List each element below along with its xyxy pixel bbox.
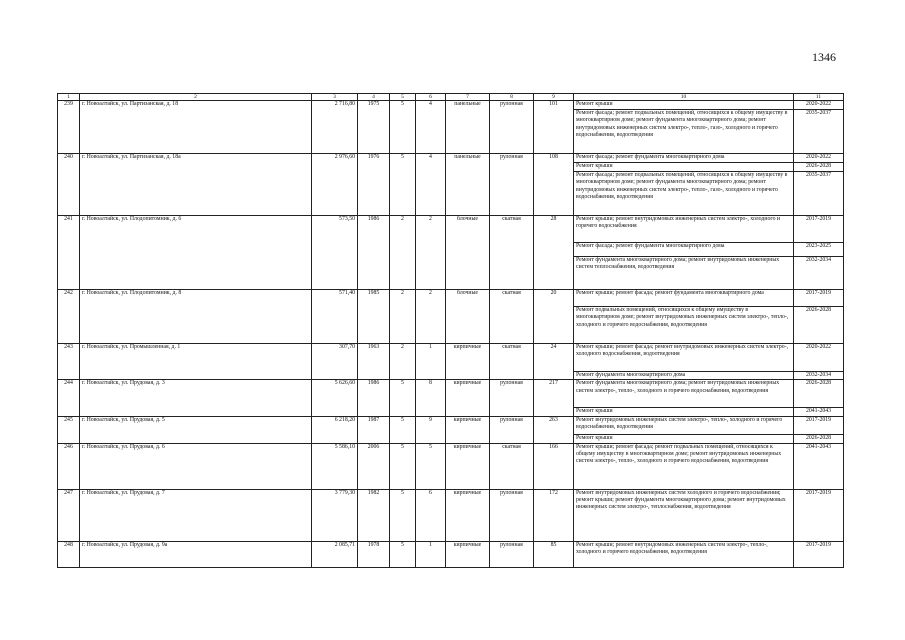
work-row bbox=[58, 307, 844, 344]
record-number: 248 bbox=[58, 541, 80, 567]
work-row bbox=[58, 434, 844, 443]
work-description: Ремонт крыши bbox=[574, 434, 794, 443]
record-number: 244 bbox=[58, 380, 80, 408]
floors-cell bbox=[390, 408, 416, 416]
residents-cell: 28 bbox=[534, 216, 574, 243]
work-description: Ремонт крыши; ремонт внутридомовых инженерных систем электро-, тепло-, холодного и горячего водоснабжения, водоотведения bbox=[574, 541, 794, 567]
walls-cell: панельные bbox=[446, 154, 490, 163]
year-cell bbox=[358, 307, 390, 344]
work-description: Ремонт фундамента многоквартирного дома; ремонт внутридомовых инженерных систем электро-, тепло-, холодного и горячего водоснабжения, водоотведения bbox=[574, 380, 794, 408]
work-period: 2032-2034 bbox=[794, 257, 844, 290]
floors-cell bbox=[390, 163, 416, 172]
address-cell: г. Новоалтайск, ул. Прудовая, д. 9а bbox=[80, 541, 312, 567]
residents-cell bbox=[534, 408, 574, 416]
residents-cell bbox=[534, 243, 574, 257]
floors-cell: 2 bbox=[390, 216, 416, 243]
roof-cell: скатная bbox=[490, 344, 534, 372]
residents-cell bbox=[534, 172, 574, 216]
roof-cell: рулонная bbox=[490, 541, 534, 567]
record-row bbox=[58, 541, 844, 567]
area-cell: 2 976,60 bbox=[312, 154, 358, 163]
address-cell bbox=[80, 110, 312, 154]
work-period: 2017-2019 bbox=[794, 541, 844, 567]
area-cell bbox=[312, 110, 358, 154]
roof-cell: скатная bbox=[490, 216, 534, 243]
record-number bbox=[58, 434, 80, 443]
residents-cell: 85 bbox=[534, 541, 574, 567]
record-row bbox=[58, 443, 844, 489]
floors-cell: 5 bbox=[390, 416, 416, 434]
residents-cell bbox=[534, 163, 574, 172]
roof-cell: рулонная bbox=[490, 489, 534, 541]
entrances-cell: 2 bbox=[416, 216, 446, 243]
record-number bbox=[58, 408, 80, 416]
address-cell: г. Новоалтайск, ул. Плодопитомник, д. 6 bbox=[80, 216, 312, 243]
walls-cell bbox=[446, 110, 490, 154]
work-period: 2041-2043 bbox=[794, 408, 844, 416]
address-cell bbox=[80, 163, 312, 172]
residents-cell: 172 bbox=[534, 489, 574, 541]
floors-cell: 5 bbox=[390, 541, 416, 567]
record-row bbox=[58, 101, 844, 110]
walls-cell: панельные bbox=[446, 101, 490, 110]
record-row bbox=[58, 489, 844, 541]
work-description: Ремонт фундамента многоквартирного дома bbox=[574, 372, 794, 380]
work-period: 2020-2022 bbox=[794, 101, 844, 110]
year-cell bbox=[358, 110, 390, 154]
year-cell bbox=[358, 434, 390, 443]
address-cell bbox=[80, 307, 312, 344]
address-cell: г. Новоалтайск, ул. Прудовая, д. 5 bbox=[80, 416, 312, 434]
year-cell bbox=[358, 243, 390, 257]
work-description: Ремонт крыши; ремонт внутридомовых инженерных систем электро-, холодного и горячего водоснабжения bbox=[574, 216, 794, 243]
residents-cell: 217 bbox=[534, 380, 574, 408]
area-cell bbox=[312, 243, 358, 257]
year-cell bbox=[358, 257, 390, 290]
area-cell: 571,40 bbox=[312, 290, 358, 307]
work-period: 2017-2019 bbox=[794, 290, 844, 307]
walls-cell: кирпичные bbox=[446, 380, 490, 408]
residents-cell: 108 bbox=[534, 154, 574, 163]
register-table bbox=[57, 93, 844, 568]
walls-cell bbox=[446, 243, 490, 257]
roof-cell bbox=[490, 257, 534, 290]
year-cell: 1978 bbox=[358, 541, 390, 567]
record-number bbox=[58, 243, 80, 257]
residents-cell bbox=[534, 257, 574, 290]
residents-cell bbox=[534, 307, 574, 344]
roof-cell bbox=[490, 372, 534, 380]
address-cell: г. Новоалтайск, ул. Плодопитомник, д. 8 bbox=[80, 290, 312, 307]
floors-cell: 5 bbox=[390, 154, 416, 163]
address-cell: г. Новоалтайск, ул. Промышленная, д. 1 bbox=[80, 344, 312, 372]
residents-cell bbox=[534, 372, 574, 380]
column-number: 10 bbox=[574, 94, 794, 101]
walls-cell bbox=[446, 372, 490, 380]
work-description: Ремонт фундамента многоквартирного дома; ремонт внутридомовых инженерных систем теплоснабжения, водоотведения bbox=[574, 257, 794, 290]
residents-cell: 20 bbox=[534, 290, 574, 307]
address-cell bbox=[80, 243, 312, 257]
page-number: 1346 bbox=[812, 50, 836, 64]
entrances-cell: 5 bbox=[416, 443, 446, 489]
record-number: 242 bbox=[58, 290, 80, 307]
work-period: 2026-2028 bbox=[794, 163, 844, 172]
record-row bbox=[58, 290, 844, 307]
floors-cell bbox=[390, 172, 416, 216]
walls-cell bbox=[446, 408, 490, 416]
work-period: 2017-2019 bbox=[794, 416, 844, 434]
work-period: 2035-2037 bbox=[794, 172, 844, 216]
roof-cell: рулонная bbox=[490, 101, 534, 110]
work-row bbox=[58, 110, 844, 154]
walls-cell bbox=[446, 307, 490, 344]
work-period: 2020-2022 bbox=[794, 154, 844, 163]
area-cell bbox=[312, 408, 358, 416]
walls-cell: кирпичные bbox=[446, 489, 490, 541]
roof-cell bbox=[490, 434, 534, 443]
work-period: 2017-2019 bbox=[794, 489, 844, 541]
work-description: Ремонт фасада; ремонт фундамента многоквартирного дома bbox=[574, 243, 794, 257]
roof-cell bbox=[490, 163, 534, 172]
address-cell: г. Новоалтайск, ул. Прудовая, д. 6 bbox=[80, 443, 312, 489]
work-description: Ремонт крыши bbox=[574, 163, 794, 172]
roof-cell: рулонная bbox=[490, 380, 534, 408]
walls-cell bbox=[446, 163, 490, 172]
roof-cell bbox=[490, 307, 534, 344]
record-number bbox=[58, 163, 80, 172]
floors-cell: 2 bbox=[390, 290, 416, 307]
record-row bbox=[58, 416, 844, 434]
roof-cell bbox=[490, 408, 534, 416]
work-period: 2035-2037 bbox=[794, 110, 844, 154]
entrances-cell: 6 bbox=[416, 489, 446, 541]
residents-cell: 24 bbox=[534, 344, 574, 372]
record-row bbox=[58, 154, 844, 163]
work-row bbox=[58, 172, 844, 216]
column-number-row bbox=[58, 94, 844, 101]
walls-cell bbox=[446, 172, 490, 216]
work-period: 2026-2028 bbox=[794, 380, 844, 408]
floors-cell: 5 bbox=[390, 101, 416, 110]
entrances-cell: 9 bbox=[416, 416, 446, 434]
address-cell: г. Новоалтайск, ул. Партизанская, д. 18 bbox=[80, 101, 312, 110]
year-cell: 2006 bbox=[358, 443, 390, 489]
entrances-cell bbox=[416, 307, 446, 344]
area-cell bbox=[312, 372, 358, 380]
roof-cell: рулонная bbox=[490, 154, 534, 163]
year-cell: 1986 bbox=[358, 380, 390, 408]
floors-cell: 5 bbox=[390, 443, 416, 489]
work-description: Ремонт крыши bbox=[574, 101, 794, 110]
work-period: 2026-2028 bbox=[794, 307, 844, 344]
floors-cell: 5 bbox=[390, 489, 416, 541]
area-cell: 307,70 bbox=[312, 344, 358, 372]
record-row bbox=[58, 380, 844, 408]
area-cell: 5 626,60 bbox=[312, 380, 358, 408]
entrances-cell: 4 bbox=[416, 154, 446, 163]
entrances-cell bbox=[416, 434, 446, 443]
area-cell: 6 218,20 bbox=[312, 416, 358, 434]
walls-cell bbox=[446, 434, 490, 443]
work-description: Ремонт крыши; ремонт фасада; ремонт подвальных помещений, относящихся к общему имуществу в многоквартирном доме; ремонт внутридомовых инженерных систем электро-, тепло-, холодного и горячего водоснабжения, водоотведения bbox=[574, 443, 794, 489]
work-description: Ремонт внутридомовых инженерных систем холодного и горячего водоснабжения; ремонт крыши; ремонт фундамента многоквартирного дома; ремонт внутридомовых инженерных систем электро-, теплоснабжения, водоотведения bbox=[574, 489, 794, 541]
record-number: 246 bbox=[58, 443, 80, 489]
roof-cell bbox=[490, 110, 534, 154]
year-cell: 1986 bbox=[358, 216, 390, 243]
roof-cell: рулонная bbox=[490, 416, 534, 434]
work-description: Ремонт крыши; ремонт фасада; ремонт фундамента многоквартирного дома bbox=[574, 290, 794, 307]
column-number: 3 bbox=[312, 94, 358, 101]
work-period: 2017-2019 bbox=[794, 216, 844, 243]
record-number: 243 bbox=[58, 344, 80, 372]
work-description: Ремонт крыши bbox=[574, 408, 794, 416]
entrances-cell bbox=[416, 110, 446, 154]
area-cell: 573,50 bbox=[312, 216, 358, 243]
entrances-cell: 2 bbox=[416, 290, 446, 307]
record-number bbox=[58, 172, 80, 216]
column-number: 9 bbox=[534, 94, 574, 101]
work-row bbox=[58, 408, 844, 416]
area-cell bbox=[312, 163, 358, 172]
work-period: 2041-2043 bbox=[794, 443, 844, 489]
walls-cell: кирпичные bbox=[446, 443, 490, 489]
area-cell: 5 586,10 bbox=[312, 443, 358, 489]
roof-cell: скатная bbox=[490, 443, 534, 489]
column-number: 4 bbox=[358, 94, 390, 101]
record-number: 240 bbox=[58, 154, 80, 163]
floors-cell bbox=[390, 372, 416, 380]
year-cell bbox=[358, 372, 390, 380]
year-cell bbox=[358, 163, 390, 172]
area-cell bbox=[312, 257, 358, 290]
address-cell: г. Новоалтайск, ул. Прудовая, д. 3 bbox=[80, 380, 312, 408]
year-cell: 1976 bbox=[358, 154, 390, 163]
year-cell: 1975 bbox=[358, 101, 390, 110]
floors-cell bbox=[390, 110, 416, 154]
work-period: 2026-2028 bbox=[794, 434, 844, 443]
area-cell bbox=[312, 434, 358, 443]
column-number: 11 bbox=[794, 94, 844, 101]
roof-cell bbox=[490, 243, 534, 257]
work-description: Ремонт подвальных помещений, относящихся к общему имуществу в многоквартирном доме; ремонт внутридомовых инженерных систем электро-, тепло-, холодного и горячего водоснабжения, водоотведения bbox=[574, 307, 794, 344]
year-cell: 1963 bbox=[358, 344, 390, 372]
work-row bbox=[58, 243, 844, 257]
walls-cell: кирпичные bbox=[446, 541, 490, 567]
work-period: 2020-2022 bbox=[794, 344, 844, 372]
work-row bbox=[58, 257, 844, 290]
address-cell bbox=[80, 434, 312, 443]
walls-cell: блочные bbox=[446, 216, 490, 243]
floors-cell bbox=[390, 243, 416, 257]
work-row bbox=[58, 163, 844, 172]
column-number: 1 bbox=[58, 94, 80, 101]
entrances-cell: 8 bbox=[416, 380, 446, 408]
record-number: 245 bbox=[58, 416, 80, 434]
record-number bbox=[58, 307, 80, 344]
record-number: 247 bbox=[58, 489, 80, 541]
area-cell: 2 716,80 bbox=[312, 101, 358, 110]
entrances-cell bbox=[416, 172, 446, 216]
walls-cell: кирпичные bbox=[446, 416, 490, 434]
record-number bbox=[58, 110, 80, 154]
work-description: Ремонт крыши; ремонт фасада; ремонт внутридомовых инженерных систем электро-, холодного водоснабжения, водоотведения bbox=[574, 344, 794, 372]
address-cell bbox=[80, 408, 312, 416]
entrances-cell bbox=[416, 243, 446, 257]
floors-cell: 2 bbox=[390, 344, 416, 372]
record-number bbox=[58, 257, 80, 290]
residents-cell: 263 bbox=[534, 416, 574, 434]
address-cell: г. Новоалтайск, ул. Партизанская, д. 18а bbox=[80, 154, 312, 163]
area-cell bbox=[312, 307, 358, 344]
walls-cell: кирпичные bbox=[446, 344, 490, 372]
roof-cell: скатная bbox=[490, 290, 534, 307]
entrances-cell bbox=[416, 163, 446, 172]
record-number bbox=[58, 372, 80, 380]
entrances-cell: 4 bbox=[416, 101, 446, 110]
entrances-cell: 1 bbox=[416, 344, 446, 372]
year-cell: 1985 bbox=[358, 290, 390, 307]
work-description: Ремонт фасада; ремонт подвальных помещений, относящихся к общему имуществу в многоквартирном доме; ремонт фундамента многоквартирного дома; ремонт внутридомовых инженерных систем электро-, тепло-, газо-, холодного и горячего водоснабжения, водоотведения bbox=[574, 110, 794, 154]
floors-cell bbox=[390, 307, 416, 344]
residents-cell: 166 bbox=[534, 443, 574, 489]
floors-cell: 5 bbox=[390, 380, 416, 408]
walls-cell bbox=[446, 257, 490, 290]
column-number: 7 bbox=[446, 94, 490, 101]
entrances-cell bbox=[416, 257, 446, 290]
entrances-cell bbox=[416, 408, 446, 416]
record-number: 239 bbox=[58, 101, 80, 110]
record-row bbox=[58, 344, 844, 372]
roof-cell bbox=[490, 172, 534, 216]
column-number: 6 bbox=[416, 94, 446, 101]
year-cell bbox=[358, 172, 390, 216]
column-number: 8 bbox=[490, 94, 534, 101]
work-row bbox=[58, 372, 844, 380]
work-period: 2023-2025 bbox=[794, 243, 844, 257]
area-cell: 2 085,71 bbox=[312, 541, 358, 567]
address-cell bbox=[80, 372, 312, 380]
address-cell bbox=[80, 172, 312, 216]
address-cell bbox=[80, 257, 312, 290]
record-number: 241 bbox=[58, 216, 80, 243]
record-row bbox=[58, 216, 844, 243]
work-period: 2032-2034 bbox=[794, 372, 844, 380]
work-description: Ремонт фасада; ремонт фундамента многоквартирного дома bbox=[574, 154, 794, 163]
entrances-cell: 1 bbox=[416, 541, 446, 567]
work-description: Ремонт фасада; ремонт подвальных помещений, относящихся к общему имуществу в многоквартирном доме; ремонт фундамента многоквартирного дома; ремонт внутридомовых инженерных систем электро-, тепло-, газо-, холодного и горячего водоснабжения, водоотведения bbox=[574, 172, 794, 216]
year-cell bbox=[358, 408, 390, 416]
residents-cell: 101 bbox=[534, 101, 574, 110]
work-description: Ремонт внутридомовых инженерных систем электро-, тепло-, холодного и горячего водоснабжения, водоотведения bbox=[574, 416, 794, 434]
address-cell: г. Новоалтайск, ул. Прудовая, д. 7 bbox=[80, 489, 312, 541]
walls-cell: блочные bbox=[446, 290, 490, 307]
year-cell: 1987 bbox=[358, 416, 390, 434]
column-number: 2 bbox=[80, 94, 312, 101]
residents-cell bbox=[534, 110, 574, 154]
area-cell bbox=[312, 172, 358, 216]
entrances-cell bbox=[416, 372, 446, 380]
floors-cell bbox=[390, 434, 416, 443]
column-number: 5 bbox=[390, 94, 416, 101]
residents-cell bbox=[534, 434, 574, 443]
floors-cell bbox=[390, 257, 416, 290]
register-body bbox=[58, 94, 844, 568]
area-cell: 3 779,30 bbox=[312, 489, 358, 541]
year-cell: 1982 bbox=[358, 489, 390, 541]
